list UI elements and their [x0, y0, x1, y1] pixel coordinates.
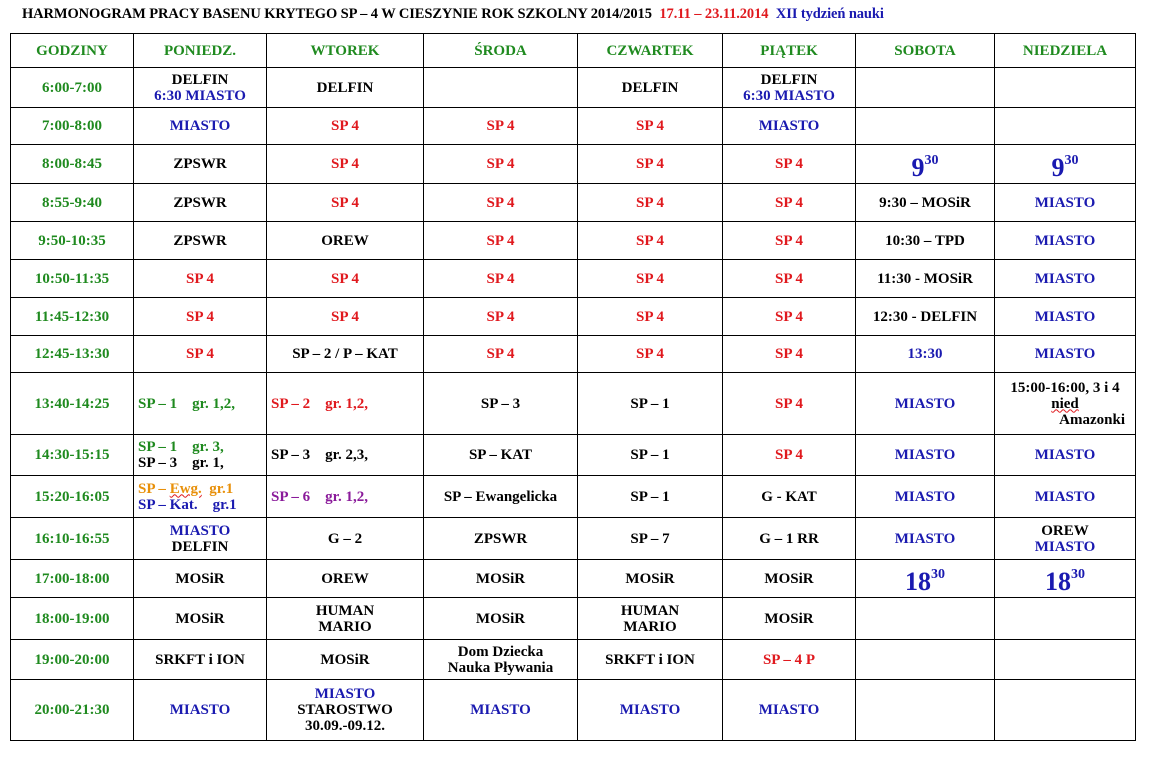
table-row	[11, 640, 1136, 680]
cell-friday: SP 4	[723, 145, 856, 184]
cell-friday: SP 4	[723, 373, 856, 435]
cell-text: STAROSTWO	[297, 702, 393, 718]
cell-text: Dom Dziecka	[457, 643, 544, 660]
big-time-sup: 30	[924, 152, 939, 168]
cell-saturday	[856, 640, 995, 680]
cell-text: HUMAN	[620, 602, 680, 619]
cell-thursday: MIASTO	[578, 680, 723, 741]
cell-monday: MIASTO	[134, 108, 267, 145]
cell-text: MARIO	[318, 618, 372, 635]
big-time-base: 9	[911, 152, 925, 182]
big-time-base: 18	[905, 567, 931, 596]
cell-text: 6:30 MIASTO	[743, 87, 835, 104]
cell-sunday	[995, 145, 1136, 184]
time-cell: 9:50-10:35	[11, 222, 134, 260]
cell-text: Nauka Pływania	[447, 659, 554, 676]
cell-tuesday: OREW	[267, 560, 424, 598]
col-header-saturday: SOBOTA	[856, 34, 995, 68]
time-cell: 11:45-12:30	[11, 298, 134, 336]
cell-monday: SP – 1 gr. 1,2,	[134, 373, 267, 435]
cell-wednesday: SP – KAT	[424, 435, 578, 476]
cell-thursday: SP 4	[578, 260, 723, 298]
cell-thursday: DELFIN	[578, 68, 723, 108]
cell-tuesday: SP – 6 gr. 1,2,	[267, 476, 424, 518]
cell-saturday	[856, 108, 995, 145]
cell-tuesday: SP – 3 gr. 2,3,	[267, 435, 424, 476]
cell-saturday: MIASTO	[856, 373, 995, 435]
cell-text: 30.09.-09.12.	[305, 718, 385, 734]
cell-monday	[134, 518, 267, 560]
cell-monday: MIASTO	[134, 680, 267, 741]
cell-friday: MIASTO	[723, 108, 856, 145]
cell-text: MIASTO	[169, 522, 231, 539]
cell-wednesday: ZPSWR	[424, 518, 578, 560]
table-row	[11, 108, 1136, 145]
cell-monday: SP 4	[134, 336, 267, 373]
cell-thursday: SP – 1	[578, 373, 723, 435]
cell-saturday	[856, 560, 995, 598]
cell-monday	[134, 435, 267, 476]
cell-saturday: 9:30 – MOSiR	[856, 184, 995, 222]
cell-wednesday: SP 4	[424, 222, 578, 260]
cell-sunday	[995, 68, 1136, 108]
cell-text: HUMAN	[315, 602, 375, 619]
cell-text: SP – Kat. gr.1	[138, 496, 237, 513]
cell-tuesday: SP 4	[267, 108, 424, 145]
cell-tuesday: DELFIN	[267, 68, 424, 108]
cell-wednesday: SP 4	[424, 145, 578, 184]
cell-monday	[134, 476, 267, 518]
table-row	[11, 68, 1136, 108]
table-row	[11, 680, 1136, 741]
col-header-monday: PONIEDZ.	[134, 34, 267, 68]
cell-sunday: MIASTO	[995, 184, 1136, 222]
cell-friday: SP 4	[723, 184, 856, 222]
cell-thursday	[578, 598, 723, 640]
time-cell: 18:00-19:00	[11, 598, 134, 640]
col-header-sunday: NIEDZIELA	[995, 34, 1136, 68]
cell-text: SP –	[138, 480, 170, 497]
cell-thursday: SP 4	[578, 222, 723, 260]
cell-friday: MIASTO	[723, 680, 856, 741]
table-row	[11, 560, 1136, 598]
time-cell: 7:00-8:00	[11, 108, 134, 145]
cell-friday: G – 1 RR	[723, 518, 856, 560]
cell-wednesday: SP 4	[424, 298, 578, 336]
cell-saturday	[856, 68, 995, 108]
cell-friday: SP – 4 P	[723, 640, 856, 680]
cell-text: MARIO	[623, 618, 677, 635]
big-time	[912, 153, 939, 182]
col-header-hours: GODZINY	[11, 34, 134, 68]
cell-text: Amazonki	[1059, 411, 1125, 428]
cell-tuesday: MOSiR	[267, 640, 424, 680]
cell-friday	[723, 68, 856, 108]
time-cell: 8:00-8:45	[11, 145, 134, 184]
time-cell: 8:55-9:40	[11, 184, 134, 222]
cell-sunday: MIASTO	[995, 336, 1136, 373]
date-range: 17.11 – 23.11.2014	[659, 6, 769, 22]
cell-sunday	[995, 373, 1136, 435]
cell-friday: SP 4	[723, 260, 856, 298]
cell-tuesday: SP 4	[267, 260, 424, 298]
page-header	[22, 6, 1147, 23]
big-time-sup: 30	[931, 567, 945, 582]
cell-sunday: MIASTO	[995, 435, 1136, 476]
header-row	[11, 34, 1136, 68]
cell-text: SP – 1 gr. 3,	[138, 439, 224, 455]
time-cell: 19:00-20:00	[11, 640, 134, 680]
cell-text: SP – 3 gr. 1,	[138, 455, 224, 471]
time-cell: 17:00-18:00	[11, 560, 134, 598]
cell-text: DELFIN	[171, 538, 229, 555]
cell-thursday: MOSiR	[578, 560, 723, 598]
cell-saturday	[856, 680, 995, 741]
cell-saturday: 12:30 - DELFIN	[856, 298, 995, 336]
cell-saturday: MIASTO	[856, 518, 995, 560]
cell-thursday: SP 4	[578, 108, 723, 145]
cell-thursday: SRKFT i ION	[578, 640, 723, 680]
cell-text: DELFIN	[760, 71, 818, 88]
schedule-table	[10, 33, 1136, 741]
cell-monday: ZPSWR	[134, 145, 267, 184]
table-row	[11, 336, 1136, 373]
cell-wednesday: MOSiR	[424, 598, 578, 640]
cell-monday	[134, 68, 267, 108]
time-cell: 15:20-16:05	[11, 476, 134, 518]
table-row	[11, 184, 1136, 222]
table-row	[11, 260, 1136, 298]
cell-sunday: MIASTO	[995, 222, 1136, 260]
col-header-wednesday: ŚRODA	[424, 34, 578, 68]
table-row	[11, 222, 1136, 260]
table-row	[11, 598, 1136, 640]
cell-thursday: SP 4	[578, 298, 723, 336]
table-row	[11, 476, 1136, 518]
col-header-thursday: CZWARTEK	[578, 34, 723, 68]
big-time	[905, 567, 945, 596]
cell-tuesday: SP 4	[267, 145, 424, 184]
time-cell: 13:40-14:25	[11, 373, 134, 435]
cell-text: nied	[1051, 395, 1079, 412]
cell-sunday	[995, 108, 1136, 145]
cell-saturday: 11:30 - MOSiR	[856, 260, 995, 298]
cell-text: DELFIN	[171, 71, 229, 88]
page-title: HARMONOGRAM PRACY BASENU KRYTEGO SP – 4 W CIESZYNIE ROK SZKOLNY 2014/2015	[22, 6, 652, 22]
cell-friday: SP 4	[723, 222, 856, 260]
cell-wednesday: SP 4	[424, 260, 578, 298]
cell-wednesday	[424, 640, 578, 680]
big-time-sup: 30	[1071, 567, 1085, 582]
cell-wednesday	[424, 68, 578, 108]
cell-friday: MOSiR	[723, 598, 856, 640]
cell-thursday: SP 4	[578, 184, 723, 222]
cell-thursday: SP 4	[578, 145, 723, 184]
time-cell: 12:45-13:30	[11, 336, 134, 373]
cell-friday: G - KAT	[723, 476, 856, 518]
cell-wednesday: MIASTO	[424, 680, 578, 741]
cell-thursday: SP 4	[578, 336, 723, 373]
big-time-sup: 30	[1064, 152, 1079, 168]
time-cell: 16:10-16:55	[11, 518, 134, 560]
col-header-tuesday: WTOREK	[267, 34, 424, 68]
cell-monday: MOSiR	[134, 598, 267, 640]
cell-saturday	[856, 598, 995, 640]
cell-friday: MOSiR	[723, 560, 856, 598]
cell-saturday	[856, 145, 995, 184]
cell-tuesday: G – 2	[267, 518, 424, 560]
cell-monday: MOSiR	[134, 560, 267, 598]
cell-wednesday: SP – Ewangelicka	[424, 476, 578, 518]
table-row	[11, 373, 1136, 435]
cell-text: MIASTO	[314, 686, 376, 702]
cell-text: 15:00-16:00, 3 i 4	[1010, 379, 1120, 396]
cell-thursday: SP – 1	[578, 476, 723, 518]
cell-friday: SP 4	[723, 336, 856, 373]
cell-thursday: SP – 1	[578, 435, 723, 476]
col-header-friday: PIĄTEK	[723, 34, 856, 68]
cell-tuesday: SP 4	[267, 298, 424, 336]
big-time-base: 9	[1051, 152, 1065, 182]
cell-wednesday: SP 4	[424, 336, 578, 373]
big-time	[1052, 153, 1079, 182]
cell-saturday: MIASTO	[856, 435, 995, 476]
cell-sunday	[995, 640, 1136, 680]
time-cell: 6:00-7:00	[11, 68, 134, 108]
cell-wednesday: SP 4	[424, 184, 578, 222]
big-time-base: 18	[1045, 567, 1071, 596]
table-row	[11, 435, 1136, 476]
cell-monday: SRKFT i ION	[134, 640, 267, 680]
cell-text: 6:30 MIASTO	[154, 87, 246, 104]
cell-tuesday	[267, 680, 424, 741]
time-cell: 14:30-15:15	[11, 435, 134, 476]
week-label: XII tydzień nauki	[775, 6, 884, 22]
cell-wednesday: SP 4	[424, 108, 578, 145]
cell-sunday: MIASTO	[995, 298, 1136, 336]
time-cell: 10:50-11:35	[11, 260, 134, 298]
cell-sunday: MIASTO	[995, 260, 1136, 298]
cell-text: MIASTO	[1034, 538, 1096, 555]
cell-tuesday: SP – 2 gr. 1,2,	[267, 373, 424, 435]
cell-saturday: MIASTO	[856, 476, 995, 518]
cell-friday: SP 4	[723, 298, 856, 336]
cell-tuesday: SP – 2 / P – KAT	[267, 336, 424, 373]
cell-text: OREW	[1041, 522, 1089, 539]
table-row	[11, 298, 1136, 336]
cell-sunday	[995, 518, 1136, 560]
big-time	[1045, 567, 1085, 596]
cell-monday: ZPSWR	[134, 222, 267, 260]
cell-sunday	[995, 680, 1136, 741]
cell-wednesday: SP – 3	[424, 373, 578, 435]
cell-sunday	[995, 560, 1136, 598]
cell-text: gr.1	[201, 480, 234, 497]
table-row	[11, 518, 1136, 560]
cell-sunday	[995, 598, 1136, 640]
cell-tuesday: SP 4	[267, 184, 424, 222]
cell-monday: ZPSWR	[134, 184, 267, 222]
cell-text: Ewg.	[169, 480, 202, 497]
table-row	[11, 145, 1136, 184]
cell-saturday: 13:30	[856, 336, 995, 373]
cell-thursday: SP – 7	[578, 518, 723, 560]
time-cell: 20:00-21:30	[11, 680, 134, 741]
cell-monday: SP 4	[134, 298, 267, 336]
cell-sunday: MIASTO	[995, 476, 1136, 518]
cell-friday: SP 4	[723, 435, 856, 476]
cell-tuesday: OREW	[267, 222, 424, 260]
cell-text	[138, 481, 233, 497]
cell-wednesday: MOSiR	[424, 560, 578, 598]
cell-saturday: 10:30 – TPD	[856, 222, 995, 260]
cell-monday: SP 4	[134, 260, 267, 298]
cell-tuesday	[267, 598, 424, 640]
